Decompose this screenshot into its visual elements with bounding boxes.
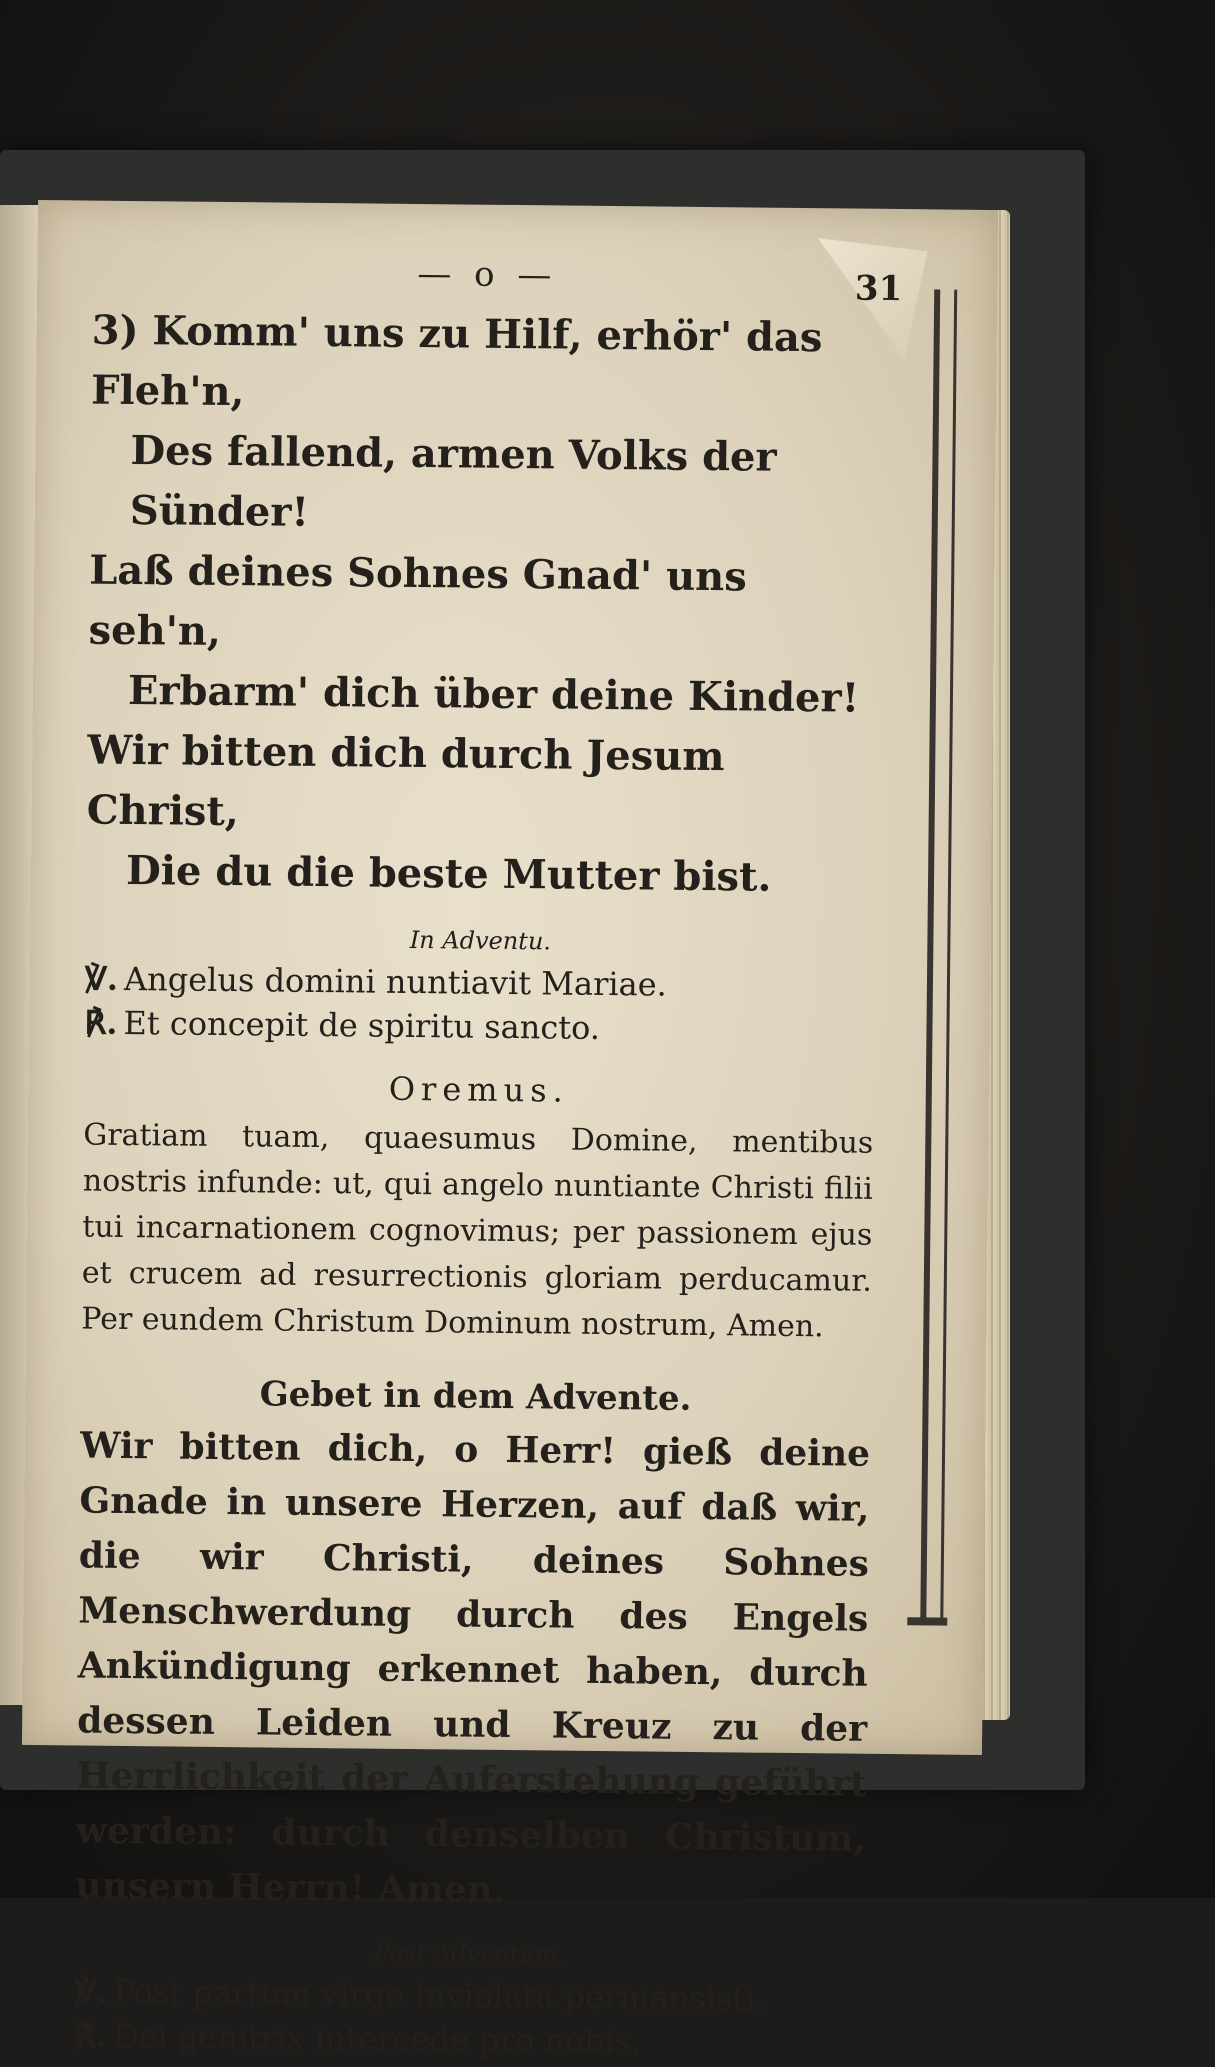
gebet-text: Wir bitten dich, o Herr! gieß deine Gnade in unsere Herzen, auf daß wir, die wir Christi, deines Sohnes Menschwerdung durch des Engels Ankündigung erkennet haben, durch dessen Leiden und Kreuz zu der Herrlichkeit der Auferstehung geführt werden: durch denselben Christum, unsern Herrn! Amen. xyxy=(75,1424,871,1912)
page-number: 31 xyxy=(854,268,903,310)
response-symbol: ℟. xyxy=(84,1003,118,1042)
post-advent-versicles xyxy=(74,1969,865,2065)
hymn-line: Erbarm' dich über deine Kinder! xyxy=(127,666,860,722)
hymn-line: Laß deines Sohnes Gnad' uns seh'n, xyxy=(88,546,748,655)
page-header xyxy=(92,241,903,310)
page-content xyxy=(73,241,903,2066)
oremus-text: Gratiam tuam, quaesumus Domine, mentibus nostris infunde: ut, qui angelo nuntiante Christi filii tui incarnationem cognovimus; per passionem ejus et crucem ad resurrectionis gloriam perducamur. Per eundem Christum Dominum nostrum, Amen. xyxy=(81,1117,874,1345)
margin-rule xyxy=(920,289,957,1619)
hymn-line: Die du die beste Mutter bist. xyxy=(125,846,772,901)
response-text: Dei genitrix intercede pro nobis. xyxy=(112,2016,642,2061)
oremus-title: Oremus. xyxy=(388,1069,570,1110)
hymn-line: Wir bitten dich durch Jesum Christ, xyxy=(86,726,725,836)
hymn-line: 3) Komm' uns zu Hilf, erhör' das Fleh'n, xyxy=(90,306,823,416)
hymn-line: Des fallend, armen Volks der Sünder! xyxy=(129,426,777,536)
hymn-stanza xyxy=(86,301,882,909)
header-ornament: — o — xyxy=(417,253,558,296)
versicle-symbol: ℣. xyxy=(84,959,119,998)
book-page xyxy=(22,200,998,2061)
rubric-post-adventum: Post Adventum. xyxy=(374,1938,566,1969)
rubric-in-adventu: In Adventu. xyxy=(409,925,552,956)
gebet-title: Gebet in dem Advente. xyxy=(259,1374,692,1419)
margin-rule-foot xyxy=(907,1617,947,1625)
response xyxy=(74,2013,864,2065)
response-text: Et concepit de spiritu sancto. xyxy=(123,1003,601,1047)
versicle-text: Angelus domini nuntiavit Mariae. xyxy=(123,959,667,1004)
versicle-symbol: ℣. xyxy=(74,1972,108,2011)
response xyxy=(84,1001,874,1053)
versicle-text: Post partum virgo inviolata permansisti. xyxy=(113,1972,766,2018)
response-symbol: ℟. xyxy=(73,2016,108,2055)
advent-versicles xyxy=(84,957,875,1053)
